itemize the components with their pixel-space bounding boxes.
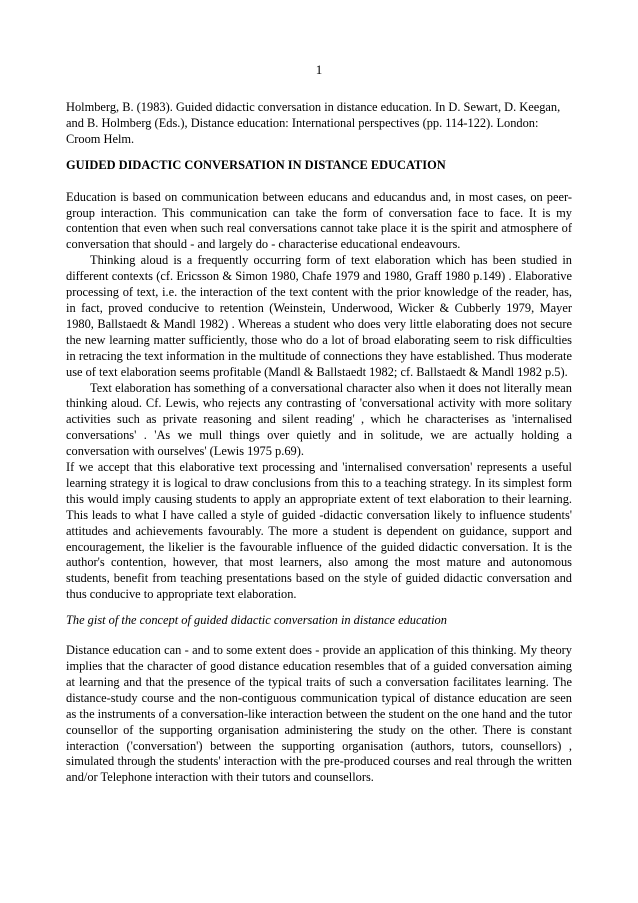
paragraph-intro: Education is based on communication between educans and educandus and, in most cases, on peer-group interaction. This communication can take the form of conversation face to face. It is my contention that even when such real conversations cannot take place it is the spirit and atmosphere of conversation that should - and largely do - characterise educational endeavours.	[66, 189, 572, 252]
paragraph-learning-strategy: If we accept that this elaborative text processing and 'internalised conversation' represents a useful learning strategy it is logical to draw conclusions from this to a teaching strategy. In its simplest form this would imply causing students to apply an appropriate extent of text elaboration to their learning. This leads to what I have called a style of guided -didactic conversation likely to influence students' attitudes and achievements favourably. The more a student is dependent on guidance, support and encouragement, the likelier is the favourable influence of the guided didactic conversation. It is the author's contention, however, that most learners, also among the most mature and autonomous students, benefit from teaching presentations based on the style of guided didactic conversation and thus conducive to appropriate text elaboration.	[66, 460, 572, 602]
paragraph-distance-education: Distance education can - and to some extent does - provide an application of this thinking. My theory implies that the character of good distance education resembles that of a guided conversation aiming at learning and that the presence of the typical traits of such a conversation facilitates learning. The distance-study course and the non-contiguous communication typical of distance education are seen as the instruments of a conversation-like interaction between the student on the one hand and the tutor counsellor of the supporting organisation administering the study on the other. There is constant interaction ('conversation') between the supporting organisation (authors, tutors, counsellors) , simulated through the students' interaction with the pre-produced courses and real through the written and/or Telephone interaction with their tutors and counsellors.	[66, 643, 572, 785]
paragraph-text-elaboration: Text elaboration has something of a conversational character also when it does not literally mean thinking aloud. Cf. Lewis, who rejects any contrasting of 'conversational activity with more solitary activities such as private reasoning and silent reading' , which he characterises as 'internalised conversations' . 'As we mull things over quietly and in solitude, we are actually holding a conversation with ourselves' (Lewis 1975 p.69).	[66, 380, 572, 459]
citation: Holmberg, B. (1983). Guided didactic conversation in distance education. In D. Sewart, D. Keegan, and B. Holmberg (Eds.), Distance education: International perspectives (pp. 114-122). London: Croom Helm.	[66, 100, 561, 146]
document-title: GUIDED DIDACTIC CONVERSATION IN DISTANCE EDUCATION	[66, 157, 446, 172]
section-heading: The gist of the concept of guided didactic conversation in distance education	[66, 613, 447, 628]
page-number: 1	[315, 62, 323, 77]
paragraph-thinking-aloud: Thinking aloud is a frequently occurring form of text elaboration which has been studied in different contexts (cf. Ericsson & Simon 1980, Chafe 1979 and 1980, Graff 1980 p.149) . Elaborative processing of text, i.e. the interaction of the text content with the prior knowledge of the reader, has, in fact, proved conducive to retention (Weinstein, Underwood, Wicker & Cubberly 1979, Mayer 1980, Ballstaedt & Mandl 1982) . Whereas a student who does very little elaborating does not secure the new learning matter sufficiently, those who do a lot of broad elaborating seem to risk difficulties in retracing the text information in the multitude of connections they have established. Thus moderate use of text elaboration seems profitable (Mandl & Ballstaedt 1982; cf. Ballstaedt & Mandl 1982 p.5).	[66, 253, 572, 379]
document-body	[66, 100, 572, 786]
